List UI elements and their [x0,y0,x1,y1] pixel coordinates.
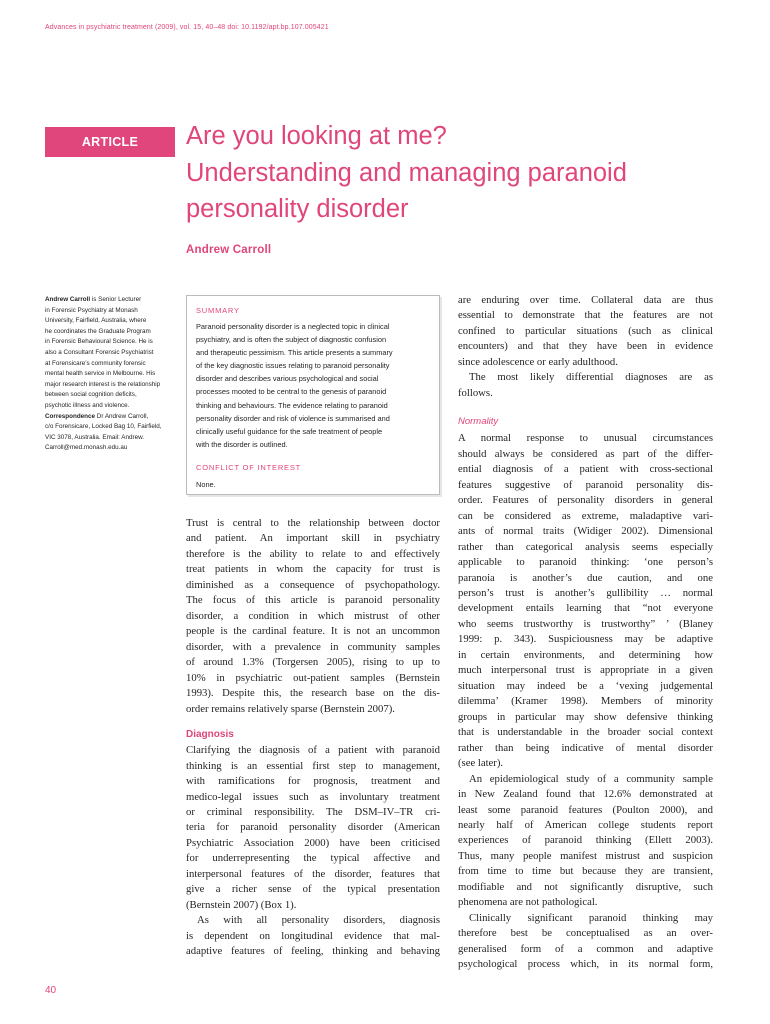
bio-line: also a Consultant Forensic Psychiatrist [45,348,154,356]
bio-line: at Forensicare’s community forensic [45,359,146,367]
body-line: least some paranoid features (Poulton 2000), and [458,803,713,816]
body-line: thinking is an essential first step to management, [186,759,440,772]
body-line: dilemma’ (Kramer 1998). Members of minority [458,695,713,708]
body-line: disorder, a condition in which mistrust of other [186,609,440,622]
body-line: adaptive features of feeling, thinking and behaving [186,945,440,958]
conflict-text: None. [196,480,216,489]
correspondence-label: Correspondence [45,412,96,420]
body-line: medico-legal issues such as involuntary treatment [186,790,440,803]
body-line: Trust is central to the relationship between doctor [186,517,440,529]
body-line: are enduring over time. Collateral data are thus [458,294,713,306]
body-line: groups in particular may show defensive thinking [458,710,713,723]
body-line: treat patients in whom the capacity for trust is [186,563,440,576]
body-line: people is the cardinal feature. It is not an uncommon [186,625,440,638]
summary-line: psychiatry, and is often the subject of diagnostic confusion [196,335,387,345]
bio-line: mental health service in Melbourne. His [45,370,156,378]
bio-text: Dr Andrew Carroll, [95,412,149,420]
article-badge: ARTICLE [45,127,175,157]
bio-text: is Senior Lecturer [90,296,142,303]
summary-line: Paranoid personality disorder is a neglected topic in clinical [196,322,390,331]
summary-heading: SUMMARY [196,306,240,315]
running-head: Advances in psychiatric treatment (2009), vol. 15, 40–48 doi: 10.1192/apt.bp.107.005421 [45,24,329,31]
body-line: from time to time but because they are transient, [458,865,713,878]
body-line: As with all personality disorders, diagnosis [197,914,440,927]
right-column [458,293,713,973]
body-line: Psychiatric Association 2000) have been criticised [186,836,440,849]
summary-line: personality disorder and risk of violence is summarised and [196,413,390,423]
body-line: experiences of paranoid thinking (Ellett 2003). [458,834,713,847]
body-line: features suggestive of paranoid personality dis- [458,478,713,491]
body-line: ential diagnosis of a patient with cross-sectional [458,463,713,476]
summary-line: clinically useful guidance for the safe treatment of people [196,426,383,436]
body-line: A normal response to unusual circumstances [458,432,713,445]
body-line: The most likely differential diagnoses are as [469,371,713,384]
body-line: generalised form of a common and adaptive [458,942,713,955]
body-line: nearly half of American college students report [458,819,713,831]
page-number: 40 [45,985,57,996]
body-line: order. Features of personality disorders in general [458,494,713,507]
body-line: (see later). [458,757,504,770]
body-line: in New Zealand found that 12.6% demonstrated at [458,788,713,801]
body-line: The focus of this article is paranoid personality [186,594,440,607]
bio-line: between social cognition deficits, [45,391,137,399]
bio-line [45,295,180,306]
body-line: 10% in psychiatric out-patient samples (Bernstein [186,671,440,684]
body-line: ants of normal traits (Widiger 2002). Dimensional [458,525,713,538]
summary-line: processes mooted to be central to the genesis of paranoid [196,387,387,397]
section-heading-diagnosis: Diagnosis [186,729,234,741]
body-line: psychological process which, in its normal form, [458,958,713,971]
body-line: or criminal responsibility. The DSM–IV–TR cri- [186,805,440,818]
body-line: situation may indeed be a ‘vexing judgemental [458,679,713,692]
body-line: An epidemiological study of a community sample [469,772,713,785]
body-line: essential to demonstrate that the features are not [458,309,713,322]
body-line: can be considered as extreme, maladaptive vari- [458,509,713,522]
body-line: development entails learning that “not everyone [458,602,713,615]
body-line: give a richer sense of the typical presentation [186,883,440,896]
summary-text [196,320,436,451]
body-line: phenomena are not pathological. [458,896,598,909]
bio-line: VIC 3078, Australia. Email: Andrew. [45,433,145,441]
middle-column [186,516,440,960]
bio-line: major research interest is the relationship [45,380,161,388]
body-line: follows. [458,386,493,399]
body-line: that is understandable in the broader social context [458,726,713,739]
bio-line: he coordinates the Graduate Program [45,327,151,335]
author-bio [45,295,180,454]
bio-line: psychotic illness and violence. [45,401,130,409]
body-line: order remains relatively sparse (Bernstein 2007). [186,702,395,715]
bio-line: c/o Forensicare, Locked Bag 10, Fairfield, [45,423,162,431]
body-line: is dependent on longitudinal evidence that mal- [186,929,440,942]
subsection-heading-normality: Normality [458,416,499,428]
body-line: with ramifications for prognosis, treatment and [186,775,440,788]
body-line: teria for paranoid personality disorder (American [186,821,440,834]
bio-line: in Forensic Psychiatry at Monash [45,306,138,314]
body-line: paranoia is another’s due caution, and one [458,571,713,584]
body-line: of around 1.3% (Torgersen 2005), rising to up to [186,656,440,669]
summary-line: and therapeutic pessimism. This article presents a summary [196,348,393,358]
body-line: disorder, with a prevalence in community samples [186,640,440,653]
body-line: should always be considered as part of the differ- [458,447,713,460]
body-line: diminished as a consequence of psychopathology. [186,578,440,591]
body-line: and patient. An important skill in psychiatry [186,532,440,545]
body-line: interpersonal features of the disorder, features that [186,867,440,880]
article-title [186,118,746,228]
summary-line: with the disorder is outlined. [196,439,288,449]
body-line: Clarifying the diagnosis of a patient with paranoid [186,744,440,757]
body-line: confined to particular situations (such as clinical [458,324,713,337]
body-line: therefore is the ability to relate to and effectively [186,547,440,560]
title-line: Understanding and managing paranoid [186,158,627,187]
body-line: therefore best be conceptualised as an over- [458,927,713,940]
body-line: much interpersonal trust is appropriate in a given [458,664,713,677]
body-line: (Bernstein 2007) (Box 1). [186,898,297,911]
body-line: since adolescence or early adulthood. [458,355,618,368]
body-line: for underrepresenting the typical affective and [186,852,440,865]
author-name: Andrew Carroll [186,244,272,256]
body-line: encounters) and that they have been in evidence [458,340,713,353]
body-line: 1993). Despite this, the research base on the dis- [186,687,440,700]
title-line: Are you looking at me? [186,122,447,150]
bio-line [45,412,180,423]
title-line: personality disorder [186,195,409,223]
body-line: person’s trust is another’s gullibility … normal [458,586,713,599]
body-line: Clinically significant paranoid thinking may [469,911,713,924]
body-line: in certain environments, and determining how [458,648,713,661]
body-line: modifiable and not significantly disruptive, such [458,880,713,893]
summary-line: thinking and behaviours. The evidence relating to paranoid [196,400,388,410]
body-line: rather than being indicative of mental disorder [458,741,713,754]
body-line: 1999: p. 343). Suspiciousness may be adaptive [458,633,713,646]
bio-line: University, Fairfield, Australia, where [45,317,147,325]
bio-line: in Forensic Behavioural Science. He is [45,338,153,346]
summary-line: disorder and describes various psychological and social [196,374,379,384]
body-line: applicable to paranoid thinking: ‘one person’s [458,556,713,569]
bio-name: Andrew Carroll [45,296,91,303]
conflict-heading: CONFLICT OF INTEREST [196,463,302,472]
summary-line: of the key diagnostic issues relating to paranoid personality [196,361,390,371]
body-line: rather than categorical analysis seems especially [458,540,713,553]
bio-line: Carroll@med.monash.edu.au [45,444,128,452]
body-line: who seems trustworthy is trustworthy” ’ (Blaney [458,617,713,630]
body-line: Thus, many people manifest mistrust and suspicion [458,849,713,862]
